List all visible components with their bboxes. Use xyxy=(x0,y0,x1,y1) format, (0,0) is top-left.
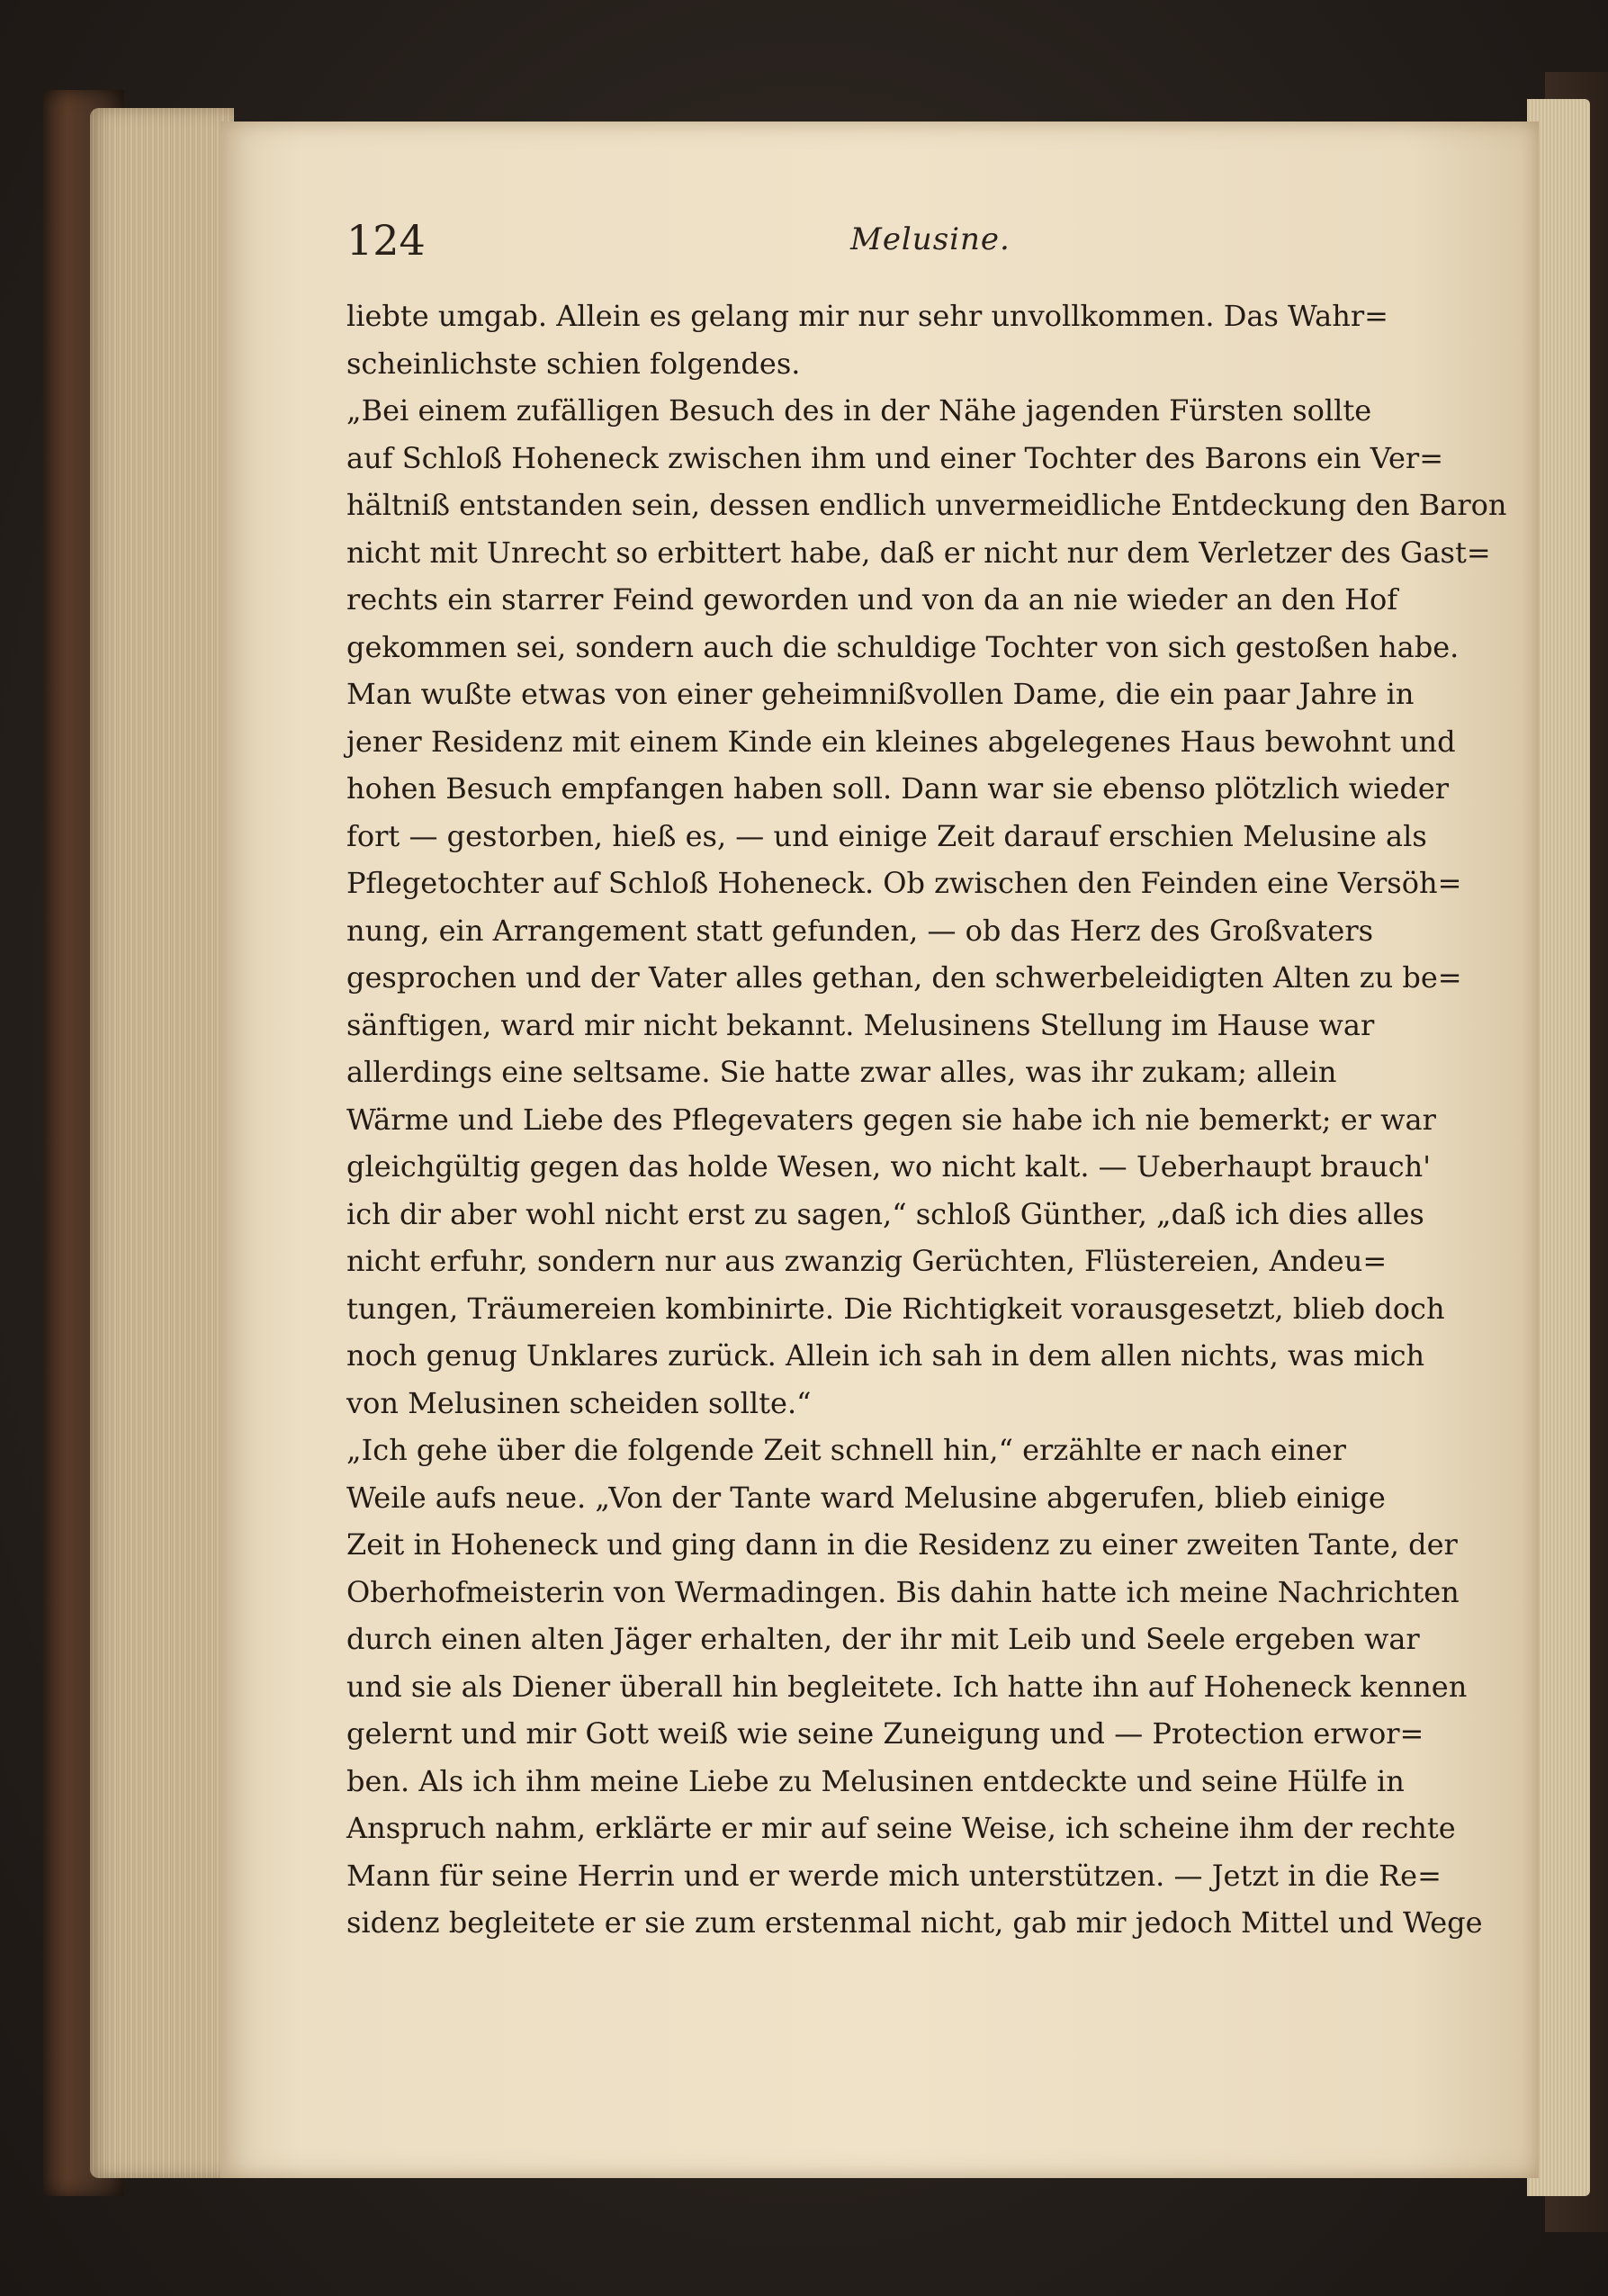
text-line: scheinlichste schien folgendes. xyxy=(346,346,801,381)
running-title: Melusine. xyxy=(850,221,1011,257)
text-line: „Bei einem zufälligen Besuch des in der Nähe jagenden Fürsten sollte xyxy=(346,393,1372,428)
book-page xyxy=(220,122,1539,2178)
text-line: Anspruch nahm, erklärte er mir auf seine Weise, ich scheine ihm der rechte xyxy=(346,1811,1456,1845)
text-line: liebte umgab. Allein es gelang mir nur sehr unvollkommen. Das Wahr= xyxy=(346,299,1388,333)
text-line: allerdings eine seltsame. Sie hatte zwar alles, was ihr zukam; allein xyxy=(346,1055,1337,1089)
text-line: Man wußte etwas von einer geheimnißvollen Dame, die ein paar Jahre in xyxy=(346,677,1415,711)
text-line: durch einen alten Jäger erhalten, der ihr mit Leib und Seele ergeben war xyxy=(346,1622,1420,1656)
text-line: sänftigen, ward mir nicht bekannt. Melusinens Stellung im Hause war xyxy=(346,1007,1375,1042)
text-line: gesprochen und der Vater alles gethan, den schwerbeleidigten Alten zu be= xyxy=(346,960,1462,995)
body-text xyxy=(346,293,1507,1947)
text-line: Weile aufs neue. „Von der Tante ward Melusine abgerufen, blieb einige xyxy=(346,1480,1386,1515)
text-line: fort — gestorben, hieß es, — und einige Zeit darauf erschien Melusine als xyxy=(346,818,1427,853)
text-line: gekommen sei, sondern auch die schuldige Tochter von sich gestoßen habe. xyxy=(346,629,1460,664)
text-line: ben. Als ich ihm meine Liebe zu Melusinen entdeckte und seine Hülfe in xyxy=(346,1763,1405,1798)
page-edges-left xyxy=(90,108,234,2178)
text-line: Wärme und Liebe des Pflegevaters gegen sie habe ich nie bemerkt; er war xyxy=(346,1102,1436,1137)
text-line: ich dir aber wohl nicht erst zu sagen,“ schloß Günther, „daß ich dies alles xyxy=(346,1196,1424,1231)
text-line: auf Schloß Hoheneck zwischen ihm und einer Tochter des Barons ein Ver= xyxy=(346,440,1443,475)
text-line: noch genug Unklares zurück. Allein ich sah in dem allen nichts, was mich xyxy=(346,1338,1425,1373)
text-line: gleichgültig gegen das holde Wesen, wo nicht kalt. — Ueberhaupt brauch' xyxy=(346,1149,1432,1184)
text-line: und sie als Diener überall hin begleitete. Ich hatte ihn auf Hoheneck kennen xyxy=(346,1669,1468,1704)
text-line: rechts ein starrer Feind geworden und von da an nie wieder an den Hof xyxy=(346,582,1398,617)
text-line: von Melusinen scheiden sollte.“ xyxy=(346,1385,812,1420)
text-line: tungen, Träumereien kombinirte. Die Richtigkeit vorausgesetzt, blieb doch xyxy=(346,1291,1445,1326)
page-number: 124 xyxy=(346,216,426,265)
text-line: nicht erfuhr, sondern nur aus zwanzig Gerüchten, Flüstereien, Andeu= xyxy=(346,1244,1388,1278)
text-line: nicht mit Unrecht so erbittert habe, daß er nicht nur dem Verletzer des Gast= xyxy=(346,535,1491,570)
text-line: nung, ein Arrangement statt gefunden, — ob das Herz des Großvaters xyxy=(346,913,1374,948)
text-line: Oberhofmeisterin von Wermadingen. Bis dahin hatte ich meine Nachrichten xyxy=(346,1574,1460,1609)
text-line: hohen Besuch empfangen haben soll. Dann war sie ebenso plötzlich wieder xyxy=(346,771,1450,806)
text-line: Pflegetochter auf Schloß Hoheneck. Ob zwischen den Feinden eine Versöh= xyxy=(346,866,1462,900)
text-line: sidenz begleitete er sie zum erstenmal nicht, gab mir jedoch Mittel und Wege xyxy=(346,1905,1483,1940)
text-line: „Ich gehe über die folgende Zeit schnell hin,“ erzählte er nach einer xyxy=(346,1433,1346,1467)
text-line: Zeit in Hoheneck und ging dann in die Residenz zu einer zweiten Tante, der xyxy=(346,1527,1458,1562)
text-line: gelernt und mir Gott weiß wie seine Zuneigung und — Protection erwor= xyxy=(346,1716,1424,1751)
text-line: hältniß entstanden sein, dessen endlich unvermeidliche Entdeckung den Baron xyxy=(346,488,1507,522)
text-line: Mann für seine Herrin und er werde mich unterstützen. — Jetzt in die Re= xyxy=(346,1858,1442,1893)
page-header xyxy=(346,216,1471,288)
text-line: jener Residenz mit einem Kinde ein kleines abgelegenes Haus bewohnt und xyxy=(346,724,1456,759)
